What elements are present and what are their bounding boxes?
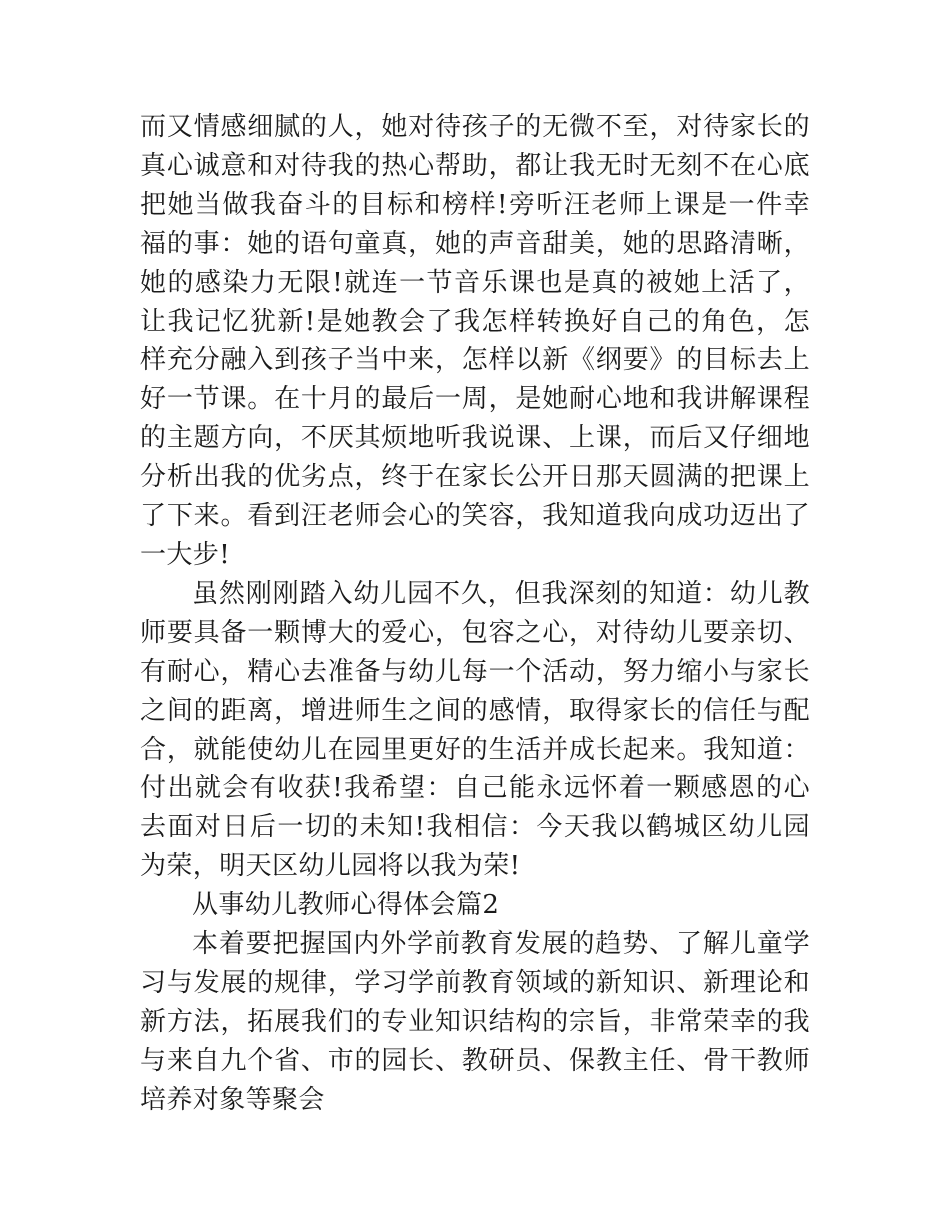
paragraph-continuation: 而又情感细腻的人，她对待孩子的无微不至，对待家长的真心诚意和对待我的热心帮助，都让我无时无刻不在心底把她当做我奋斗的目标和榜样!旁听汪老师上课是一件幸福的事：她的语句童真，她的声音甜美，她的思路清晰，她的感染力无限!就连一节音乐课也是真的被她上活了，让我记忆犹新!是她教会了我怎样转换好自己的角色，怎样充分融入到孩子当中来，怎样以新《纲要》的目标去上好一节课。在十月的最后一周，是她耐心地和我讲解课程的主题方向，不厌其烦地听我说课、上课，而后又仔细地分析出我的优劣点，终于在家长公开日那天圆满的把课上了下来。看到汪老师会心的笑容，我知道我向成功迈出了一大步!: [140, 112, 810, 570]
paragraph-section-intro: 本着要把握国内外学前教育发展的趋势、了解儿童学习与发展的规律，学习学前教育领域的新知识、新理论和新方法，拓展我们的专业知识结构的宗旨，非常荣幸的我与来自九个省、市的园长、教研员、保教主任、骨干教师培养对象等聚会: [140, 929, 810, 1115]
section-heading: 从事幼儿教师心得体会篇2: [192, 890, 500, 921]
document-body: [140, 108, 810, 1120]
paragraph-reflection: 虽然刚刚踏入幼儿园不久，但我深刻的知道：幼儿教师要具备一颗博大的爱心，包容之心，对待幼儿要亲切、有耐心，精心去准备与幼儿每一个活动，努力缩小与家长之间的距离，增进师生之间的感情，取得家长的信任与配合，就能使幼儿在园里更好的生活并成长起来。我知道：付出就会有收获!我希望：自己能永远怀着一颗感恩的心去面对日后一切的未知!我相信：今天我以鹤城区幼儿园为荣，明天区幼儿园将以我为荣!: [140, 578, 810, 882]
